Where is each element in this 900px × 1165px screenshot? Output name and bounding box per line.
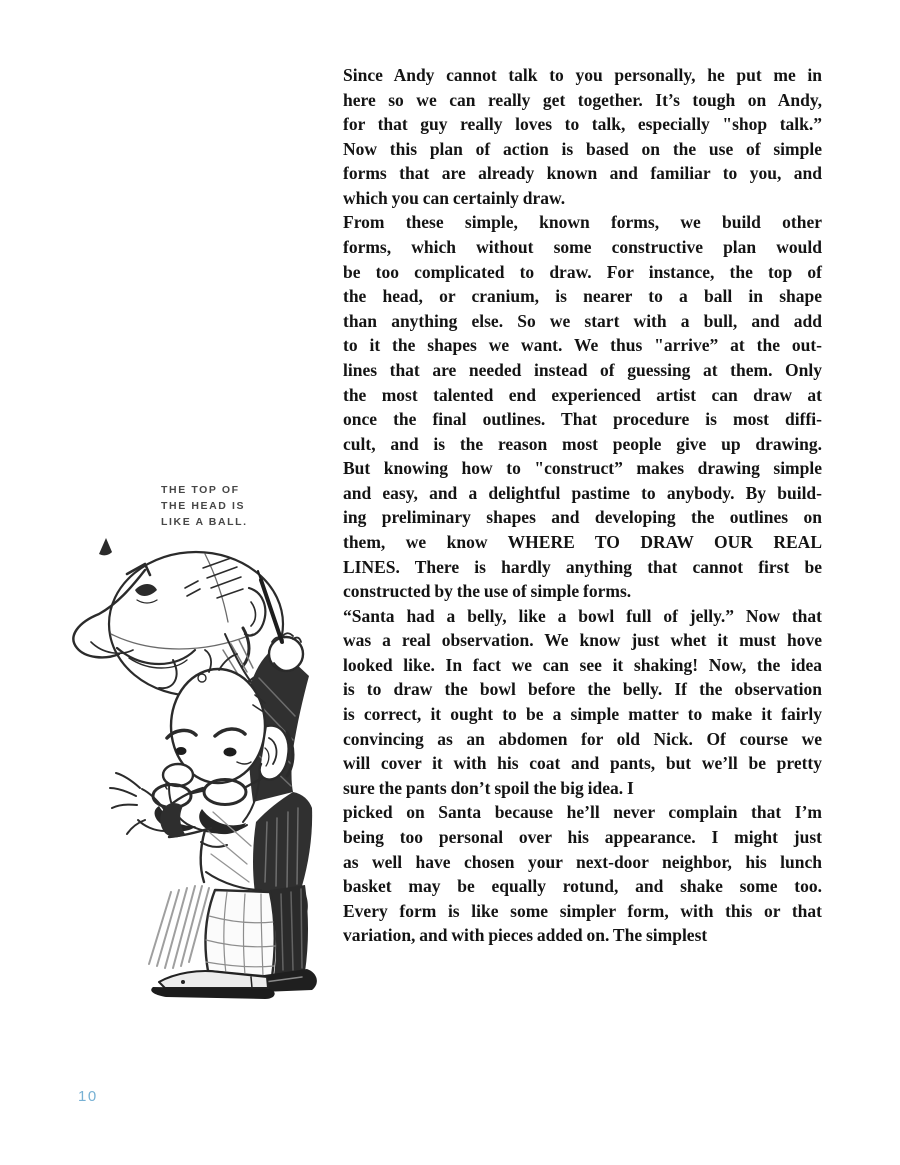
text-line: which you can certainly draw. xyxy=(343,187,566,208)
page-number: 10 xyxy=(78,1088,98,1105)
text-line: basket may be equally rotund, and shake some too. xyxy=(343,876,822,897)
front-shoe-sole xyxy=(151,987,274,999)
text-line: will cover it with his coat and pants, but we’ll be pretty xyxy=(343,753,822,774)
caption-line: LIKE A BALL. xyxy=(161,516,248,528)
hair-hatch xyxy=(203,558,243,598)
text-line: the most talented end experienced artist can draw at xyxy=(343,384,822,405)
text-line: From these simple, known forms, we build other xyxy=(343,212,822,233)
text-line: once the final outlines. That procedure is most diffi- xyxy=(343,409,822,430)
text-line: is to draw the bowl before the belly. If the observation xyxy=(343,679,822,700)
text-line: the head, or cranium, is nearer to a ball in shape xyxy=(343,286,822,307)
eye-right xyxy=(224,748,237,757)
text-line: cult, and is the reason most people give up drawing. xyxy=(343,433,822,454)
text-line: looked like. In fact we can see it shaking! Now, the idea xyxy=(343,654,822,675)
big-head-eye xyxy=(135,584,157,596)
figure-illustration xyxy=(55,530,335,1010)
text-line: forms that are already known and familiar to you, and xyxy=(343,163,822,184)
text-line: than anything else. So we start with a bull, and add xyxy=(343,310,822,331)
text-line: to it the shapes we want. We thus "arrive” at the out- xyxy=(343,335,822,356)
ink-mark xyxy=(99,538,112,555)
fist xyxy=(269,637,303,671)
text-line: being too personal over his appearance. I might just xyxy=(343,826,822,847)
text-line: Every form is like some simpler form, with this or that xyxy=(343,900,822,921)
text-line: and easy, and a delightful pastime to anybody. By build- xyxy=(343,482,822,503)
text-line: Since Andy cannot talk to you personally, he put me in xyxy=(343,65,822,85)
text-line: ing preliminary shapes and developing the outlines on xyxy=(343,507,822,528)
text-line: sure the pants don’t spoil the big idea. I xyxy=(343,777,634,798)
text-line: for that guy really loves to talk, especially "shop talk.” xyxy=(343,114,822,135)
text-line: LINES. There is hardly anything that cannot first be xyxy=(343,556,822,577)
caption-line: THE TOP OF xyxy=(161,484,240,496)
text-line: as well have chosen your next-door neighbor, his lunch xyxy=(343,851,822,872)
caption-line: THE HEAD IS xyxy=(161,500,246,512)
text-line: here so we can really get together. It’s tough on Andy, xyxy=(343,89,822,110)
figure-caption xyxy=(161,482,248,530)
text-line: Now this plan of action is based on the use of simple xyxy=(343,138,822,159)
open-hand-fingers xyxy=(110,773,145,834)
text-line: them, we know WHERE TO DRAW OUR REAL xyxy=(343,531,822,552)
body-text xyxy=(343,63,822,948)
text-line: constructed by the use of simple forms. xyxy=(343,581,632,602)
text-line: “Santa had a belly, like a bowl full of jelly.” Now that xyxy=(343,605,822,626)
text-line: But knowing how to "construct” makes drawing simple xyxy=(343,458,822,479)
text-line: convincing as an abdomen for old Nick. Of course we xyxy=(343,728,822,749)
text-line: forms, which without some constructive plan would xyxy=(343,237,822,258)
text-line: was a real observation. We know just whet it must hove xyxy=(343,630,822,651)
text-line: variation, and with pieces added on. The simplest xyxy=(343,925,708,946)
eye-left xyxy=(176,747,187,755)
nose xyxy=(163,764,193,786)
text-line: picked on Santa because he’ll never complain that I’m xyxy=(343,802,822,823)
text-line: is correct, it ought to be a simple matter to make it fairly xyxy=(343,704,822,725)
trousers xyxy=(205,885,308,977)
shoes xyxy=(151,969,317,999)
text-line: be too complicated to draw. For instance, the top of xyxy=(343,261,822,282)
ball-construction-head xyxy=(73,538,283,696)
text-line: lines that are needed instead of guessing at them. Only xyxy=(343,359,822,380)
ground-hatch xyxy=(149,886,209,968)
